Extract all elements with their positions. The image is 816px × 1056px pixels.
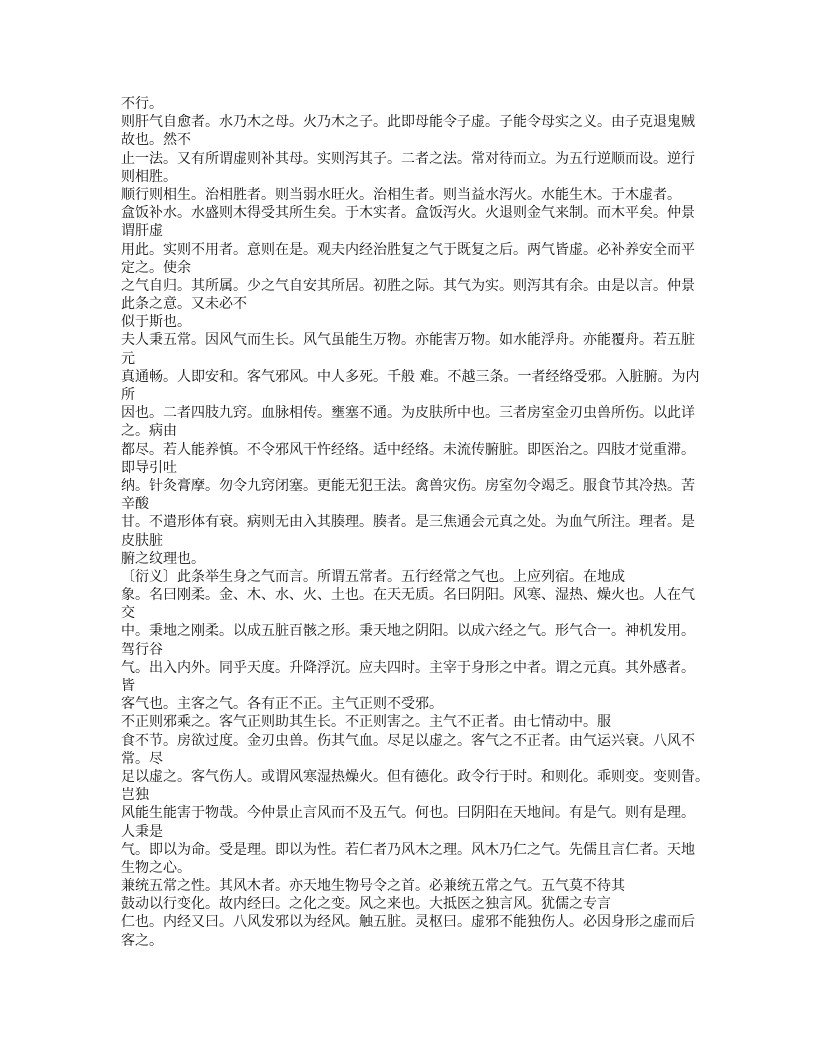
text-line: 岂独 [121, 787, 149, 804]
text-line: 之。病由 [121, 423, 177, 440]
text-line: 因也。二者四肢九窍。血脉相传。壅塞不通。为皮肤所中也。三者房室金刃虫兽所伤。以此详 [121, 405, 695, 422]
text-line: 皆 [121, 678, 135, 694]
text-line: 止一法。又有所谓虚则补其母。实则泻其子。二者之法。常对待而立。为五行逆顺而设。逆行 [121, 150, 695, 167]
text-line: 元 [121, 350, 135, 367]
text-line: 纳。针灸膏摩。勿令九窍闭塞。更能无犯王法。禽兽灾伤。房室勿令竭乏。服食节其冷热。苦 [121, 477, 695, 494]
text-line: 都尽。若人能养慎。不令邪风干忤经络。适中经络。未流传腑脏。即医治之。四肢才觉重滞。 [121, 441, 695, 458]
text-line: 之气自归。其所属。少之气自安其所居。初胜之际。其气为实。则泻其有余。由是以言。仲景 [121, 277, 695, 294]
text-line: 盒饭补水。水盛则木得受其所生矣。于木实者。盒饭泻火。火退则金气来制。而木平矣。仲景 [121, 205, 695, 222]
text-line: 象。名曰刚柔。金、木、水、火、土也。在天无质。名曰阴阳。风寒、湿热、燥火也。人在气 [121, 587, 695, 604]
text-line: 皮肤脏 [121, 532, 163, 549]
text-line: 生物之心。 [121, 859, 191, 876]
text-line: 客气也。主客之气。各有正不正。主气正则不受邪。 [121, 696, 443, 713]
text-line: 仁也。内经又曰。八风发邪以为经风。触五脏。灵枢曰。虚邪不能独伤人。必因身形之虚而后 [121, 914, 695, 931]
text-line: 气。出入内外。同乎天度。升降浮沉。应夫四时。主宰于身形之中者。谓之元真。其外感者。 [121, 659, 695, 676]
text-line: 则相胜。 [121, 168, 177, 185]
text-line: 则肝气自愈者。水乃木之母。火乃木之子。此即母能令子虚。子能令母实之义。由子克退鬼贼 [121, 114, 695, 131]
text-line: 夫人秉五常。因风气而生长。风气虽能生万物。亦能害万物。如水能浮舟。亦能覆舟。若五脏 [121, 332, 695, 349]
text-line: 甘。不遣形体有衰。病则无由入其腠理。腠者。是三焦通会元真之处。为血气所注。理者。是 [121, 514, 695, 531]
text-line: 常。尽 [121, 750, 163, 767]
text-line: 即导引吐 [121, 459, 177, 476]
text-line: 谓肝虚 [121, 223, 163, 240]
text-line: 风能生能害于物哉。今仲景止言风而不及五气。何也。曰阴阳在天地间。有是气。则有是理。 [121, 805, 695, 822]
text-line: 故也。然不 [121, 132, 191, 149]
text-line: 定之。使余 [121, 259, 191, 276]
text-line: 气。即以为命。受是理。即以为性。若仁者乃风木之理。风木乃仁之气。先儒且言仁者。天地 [121, 841, 695, 858]
text-line: 腑之纹理也。 [121, 550, 205, 567]
text-line: 辛酸 [121, 496, 149, 513]
text-line: 兼统五常之性。其风木者。亦天地生物号令之首。必兼统五常之气。五气莫不待其 [121, 878, 625, 895]
text-line: 似于斯也。 [121, 314, 191, 331]
text-line: 不正则邪乘之。客气正则助其生长。不正则害之。主气不正者。由七情动中。服 [121, 714, 611, 731]
text-line: 此条之意。又未必不 [121, 296, 247, 313]
text-line: 不行。 [121, 96, 163, 112]
text-line: 驾行谷 [121, 641, 163, 658]
text-line: 真通畅。人即安和。客气邪风。中人多死。千般 难。不越三条。一者经络受邪。入脏腑。为内 [121, 368, 700, 385]
text-line: 中。秉地之刚柔。以成五脏百骸之形。秉天地之阴阳。以成六经之气。形气合一。神机发用。 [121, 623, 695, 640]
text-line: 所 [121, 387, 135, 403]
text-line: 交 [121, 605, 135, 622]
text-line: 顺行则相生。治相胜者。则当弱水旺火。治相生者。则当益水泻火。水能生木。于木虚者。 [121, 186, 681, 203]
document-body [121, 95, 721, 950]
text-line: 客之。 [121, 932, 163, 949]
text-line: 人秉是 [121, 823, 163, 840]
text-line: 足以虚之。客气伤人。或谓风寒湿热燥火。但有德化。政令行于时。和则化。乖则变。变则眚。 [121, 768, 709, 785]
text-line: 鼓动以行变化。故内经曰。之化之变。风之来也。大抵医之独言风。犹儒之专言 [121, 896, 611, 913]
text-line: 用此。实则不用者。意则在是。观夫内经治胜复之气于既复之后。两气皆虚。必补养安全而平 [121, 241, 695, 258]
text-line: 食不节。房欲过度。金刃虫兽。伤其气血。尽足以虚之。客气之不正者。由气运兴衰。八风不 [121, 732, 695, 749]
text-line: 〔衍义〕此条举生身之气而言。所谓五常者。五行经常之气也。上应列宿。在地成 [121, 568, 625, 585]
